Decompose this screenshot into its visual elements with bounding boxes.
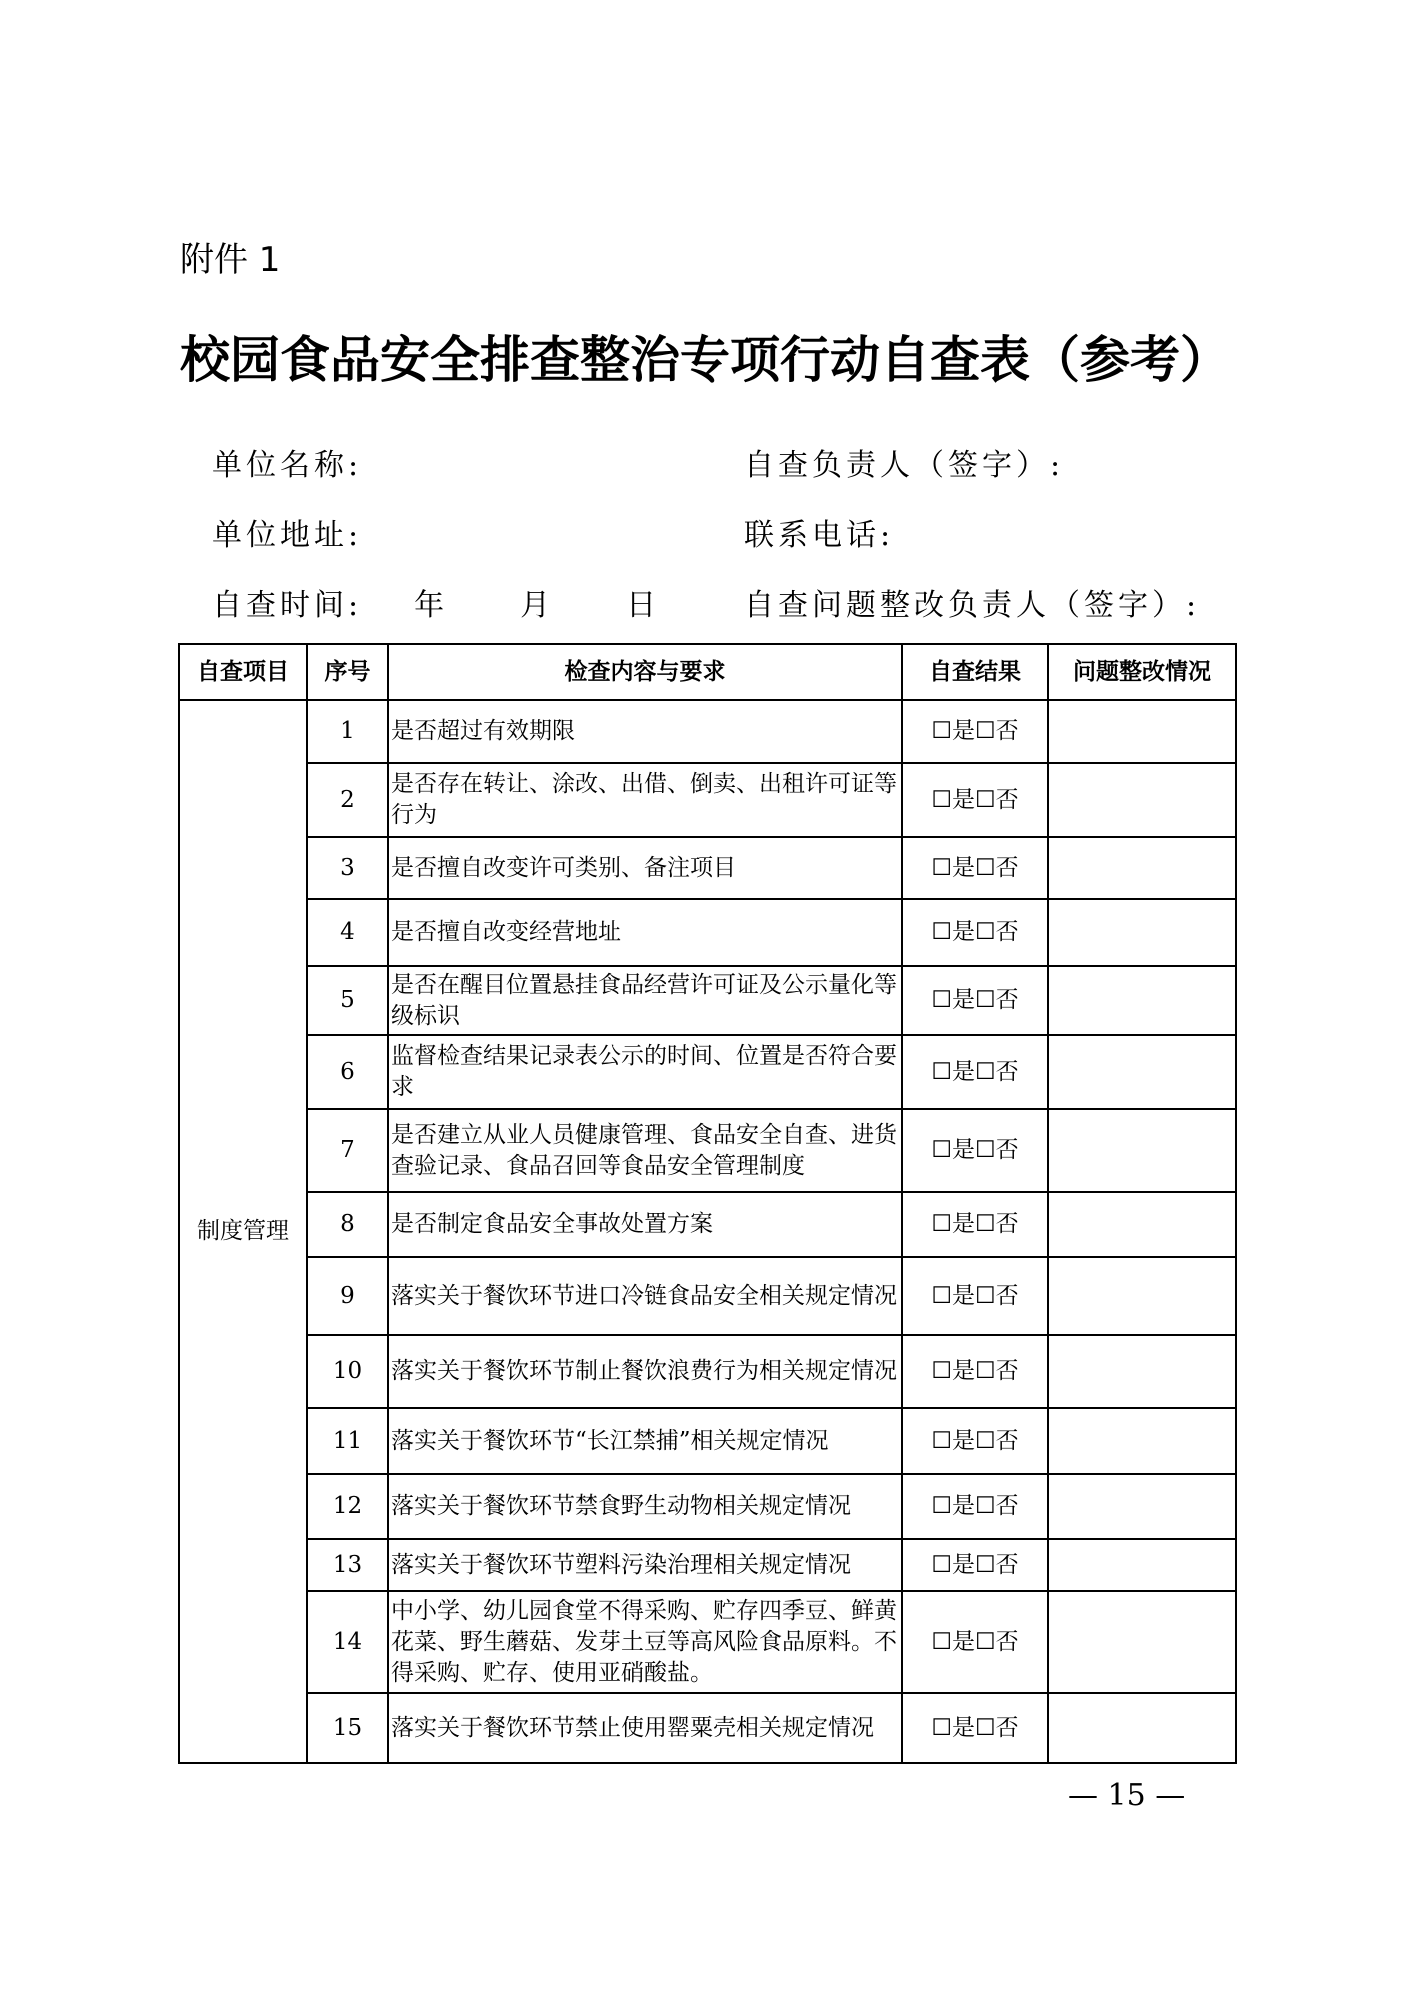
row-content: 是否在醒目位置悬挂食品经营许可证及公示量化等级标识 [388,966,902,1035]
row-content: 是否擅自改变许可类别、备注项目 [388,837,902,899]
rectify-owner-label: 自查问题整改负责人（签字）: [744,588,1201,623]
row-number: 6 [307,1035,388,1109]
row-number: 13 [307,1539,388,1591]
result-checkboxes[interactable]: ☐是☐否 [902,1591,1048,1693]
table-row [179,1408,1236,1474]
result-checkboxes[interactable]: ☐是☐否 [902,837,1048,899]
result-checkboxes[interactable]: ☐是☐否 [902,1474,1048,1539]
row-number: 7 [307,1109,388,1192]
table-row [179,1257,1236,1335]
result-checkboxes[interactable]: ☐是☐否 [902,1408,1048,1474]
rectification-cell[interactable] [1048,1408,1236,1474]
row-content: 监督检查结果记录表公示的时间、位置是否符合要求 [388,1035,902,1109]
rectification-cell[interactable] [1048,1474,1236,1539]
row-content: 是否建立从业人员健康管理、食品安全自查、进货查验记录、食品召回等食品安全管理制度 [388,1109,902,1192]
rectification-cell[interactable] [1048,1335,1236,1408]
row-number: 2 [307,763,388,837]
table-row [179,1474,1236,1539]
result-checkboxes[interactable]: ☐是☐否 [902,1109,1048,1192]
day-label: 日 [626,588,661,623]
table-row [179,1192,1236,1257]
result-checkboxes[interactable]: ☐是☐否 [902,1335,1048,1408]
rectification-cell[interactable] [1048,700,1236,763]
self-check-owner-label: 自查负责人（签字）: [744,448,1065,483]
table-row [179,966,1236,1035]
row-number: 9 [307,1257,388,1335]
year-label: 年 [414,588,449,623]
table-row [179,1591,1236,1693]
row-content: 落实关于餐饮环节塑料污染治理相关规定情况 [388,1539,902,1591]
row-number: 8 [307,1192,388,1257]
rectification-cell[interactable] [1048,966,1236,1035]
table-row [179,763,1236,837]
table-row [179,899,1236,966]
row-number: 5 [307,966,388,1035]
page-title: 校园食品安全排查整治专项行动自查表（参考） [180,331,1230,389]
row-number: 3 [307,837,388,899]
result-checkboxes[interactable]: ☐是☐否 [902,1539,1048,1591]
row-content: 落实关于餐饮环节制止餐饮浪费行为相关规定情况 [388,1335,902,1408]
result-checkboxes[interactable]: ☐是☐否 [902,1035,1048,1109]
rectification-cell[interactable] [1048,1539,1236,1591]
result-checkboxes[interactable]: ☐是☐否 [902,899,1048,966]
table-row [179,700,1236,763]
header-number: 序号 [307,644,388,700]
row-content: 落实关于餐饮环节“长江禁捕”相关规定情况 [388,1408,902,1474]
row-number: 12 [307,1474,388,1539]
self-check-table [178,643,1237,1764]
table-row [179,837,1236,899]
table-header-row [179,644,1236,700]
header-result: 自查结果 [902,644,1048,700]
unit-name-label: 单位名称: [212,448,363,483]
rectification-cell[interactable] [1048,837,1236,899]
row-number: 4 [307,899,388,966]
row-number: 10 [307,1335,388,1408]
row-number: 14 [307,1591,388,1693]
phone-label: 联系电话: [744,518,895,553]
rectification-cell[interactable] [1048,1192,1236,1257]
table-row [179,1109,1236,1192]
result-checkboxes[interactable]: ☐是☐否 [902,1693,1048,1763]
table-row [179,1035,1236,1109]
rectification-cell[interactable] [1048,1109,1236,1192]
row-content: 是否存在转让、涂改、出借、倒卖、出租许可证等行为 [388,763,902,837]
row-number: 1 [307,700,388,763]
header-category: 自查项目 [179,644,307,700]
rectification-cell[interactable] [1048,1035,1236,1109]
header-content: 检查内容与要求 [388,644,902,700]
rectification-cell[interactable] [1048,763,1236,837]
row-number: 15 [307,1693,388,1763]
page-number: — 15 — [1068,1778,1186,1813]
attachment-label: 附件 1 [180,240,281,280]
row-content: 落实关于餐饮环节进口冷链食品安全相关规定情况 [388,1257,902,1335]
rectification-cell[interactable] [1048,1257,1236,1335]
table-row [179,1539,1236,1591]
check-time-row [212,588,660,624]
header-rectification: 问题整改情况 [1048,644,1236,700]
table-row [179,1335,1236,1408]
month-label: 月 [520,588,555,623]
unit-address-label: 单位地址: [212,518,363,553]
row-content: 中小学、幼儿园食堂不得采购、贮存四季豆、鲜黄花菜、野生蘑菇、发芽土豆等高风险食品原料。不得采购、贮存、使用亚硝酸盐。 [388,1591,902,1693]
rectification-cell[interactable] [1048,1693,1236,1763]
rectification-cell[interactable] [1048,1591,1236,1693]
result-checkboxes[interactable]: ☐是☐否 [902,1257,1048,1335]
result-checkboxes[interactable]: ☐是☐否 [902,700,1048,763]
check-time-label: 自查时间: [212,588,363,623]
result-checkboxes[interactable]: ☐是☐否 [902,966,1048,1035]
row-content: 是否制定食品安全事故处置方案 [388,1192,902,1257]
row-content: 是否超过有效期限 [388,700,902,763]
row-number: 11 [307,1408,388,1474]
row-content: 落实关于餐饮环节禁止使用罂粟壳相关规定情况 [388,1693,902,1763]
table-row [179,1693,1236,1763]
rectification-cell[interactable] [1048,899,1236,966]
row-content: 落实关于餐饮环节禁食野生动物相关规定情况 [388,1474,902,1539]
category-cell: 制度管理 [179,700,307,1763]
result-checkboxes[interactable]: ☐是☐否 [902,1192,1048,1257]
row-content: 是否擅自改变经营地址 [388,899,902,966]
result-checkboxes[interactable]: ☐是☐否 [902,763,1048,837]
